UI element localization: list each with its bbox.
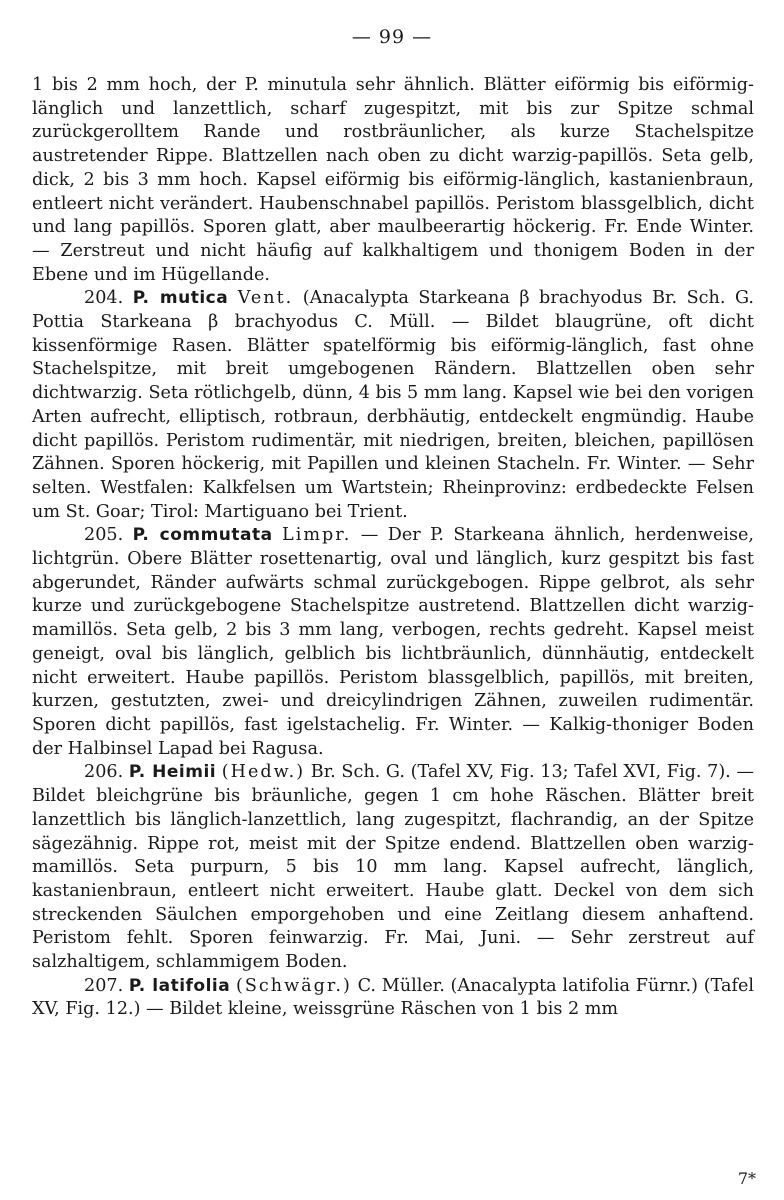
species-name: P. Heimii [128,762,217,783]
entry-number: 206. [84,762,124,783]
entry-text: — Der P. Starkeana ähnlich, herdenweise, lichtgrün. Obere Blätter rosettenartig, oval und länglich, kurz gespitzt bis fast abgerundet, Ränder aufwärts schmal zurückgebogen. Rippe gelbrot, als sehr kurze und zurückgebogene Stachelspitze austretend. Blattzellen dicht warzig-mamillös. Seta gelb, 2 bis 3 mm lang, verbogen, rechts gedreht. Kapsel meist geneigt, oval bis länglich, gelblich bis lichtbräunlich, dünnhäutig, entdeckelt nicht erweitert. Haube papillös. Peristom blassgelblich, papillös, mit breiten, kurzen, gestutzten, zwei- und dreicylindrigen Zähnen, zuweilen rudimentär. Sporen dicht papillös, fast igelstachelig. Fr. Winter. — Kalkig-thoniger Boden der Halbinsel Lapad bei Ragusa. [32,525,755,759]
body-text [32,74,754,1022]
entry-number: 204. [84,288,124,309]
species-name: P. latifolia [128,975,231,996]
species-entry-204 [32,287,754,524]
entry-number: 207. [84,975,124,996]
species-entry-205 [32,524,754,761]
species-author: (Schwägr.) [235,975,352,996]
entry-number: 205. [84,525,124,546]
species-name: P. mutica [132,288,229,309]
species-entry-206 [32,761,754,974]
species-author: Limpr. [282,525,352,546]
species-author: Vent. [237,288,294,309]
entry-text: (Anacalypta Starkeana β brachyodus Br. Sch. G. Pottia Starkeana β brachyodus C. Müll. — Bildet blaugrüne, oft dicht kissenförmige Rasen. Blätter spatelförmig bis eiförmig-länglich, fast ohne Stachelspitze, mit breit umgebogenen Rändern. Blattzellen oben sehr dichtwarzig. Seta rötlichgelb, dünn, 4 bis 5 mm lang. Kapsel wie bei den vorigen Arten aufrecht, elliptisch, rotbraun, derbhäutig, entdeckelt engmündig. Haube dicht papillös. Peristom rudimentär, mit niedrigen, breiten, bleichen, papillösen Zähnen. Sporen höckerig, mit Papillen und kleinen Stacheln. Fr. Winter. — Sehr selten. Westfalen: Kalkfelsen um Wartstein; Rheinprovinz: erdbedeckte Felsen um St. Goar; Tirol: Martiguano bei Trient. [32,288,755,522]
species-name: P. commutata [132,525,273,546]
entry-text: Br. Sch. G. (Tafel XV, Fig. 13; Tafel XVI, Fig. 7). — Bildet bleichgrüne bis bräunliche, gegen 1 cm hohe Räschen. Blätter breit lanzettlich bis länglich-lanzettlich, lang zugespitzt, flachrandig, an der Spitze sägezähnig. Rippe rot, meist mit der Spitze endend. Blattzellen oben warzig-mamillös. Seta purpurn, 5 bis 10 mm lang. Kapsel aufrecht, länglich, kastanienbraun, entleert nicht erweitert. Haube glatt. Deckel von dem sich streckenden Säulchen emporgehoben und eine Zeitlang diesem anhaftend. Peristom fehlt. Sporen feinwarzig. Fr. Mai, Juni. — Sehr zerstreut auf salzhaltigem, schlammigem Boden. [32,762,755,973]
species-entry-207 [32,975,754,1022]
page-number: — 99 — [351,26,433,48]
intro-paragraph: 1 bis 2 mm hoch, der P. minutula sehr ähnlich. Blätter eiförmig bis eiförmig-länglich und lanzettlich, scharf zugespitzt, mit bis zur Spitze schmal zurückgerolltem Rande und rostbräunlicher, als kurze Stachelspitze austretender Rippe. Blattzellen nach oben zu dicht warzig-papillös. Seta gelb, dick, 2 bis 3 mm hoch. Kapsel eiförmig bis eiförmig-länglich, kastanienbraun, entleert nicht verändert. Haubenschnabel papillös. Peristom blassgelblich, dicht und lang papillös. Sporen glatt, aber maulbeerartig höckerig. Fr. Ende Winter. — Zerstreut und nicht häufig auf kalkhaltigem und thonigem Boden in der Ebene und im Hügellande. [32,75,754,285]
signature-mark: 7* [737,1169,756,1188]
entry-text: C. Müller. (Anacalypta latifolia Fürnr.) (Tafel XV, Fig. 12.) — Bildet kleine, weissgrüne Räschen von 1 bis 2 mm [32,975,754,1020]
species-author: (Hedw.) [221,762,306,783]
